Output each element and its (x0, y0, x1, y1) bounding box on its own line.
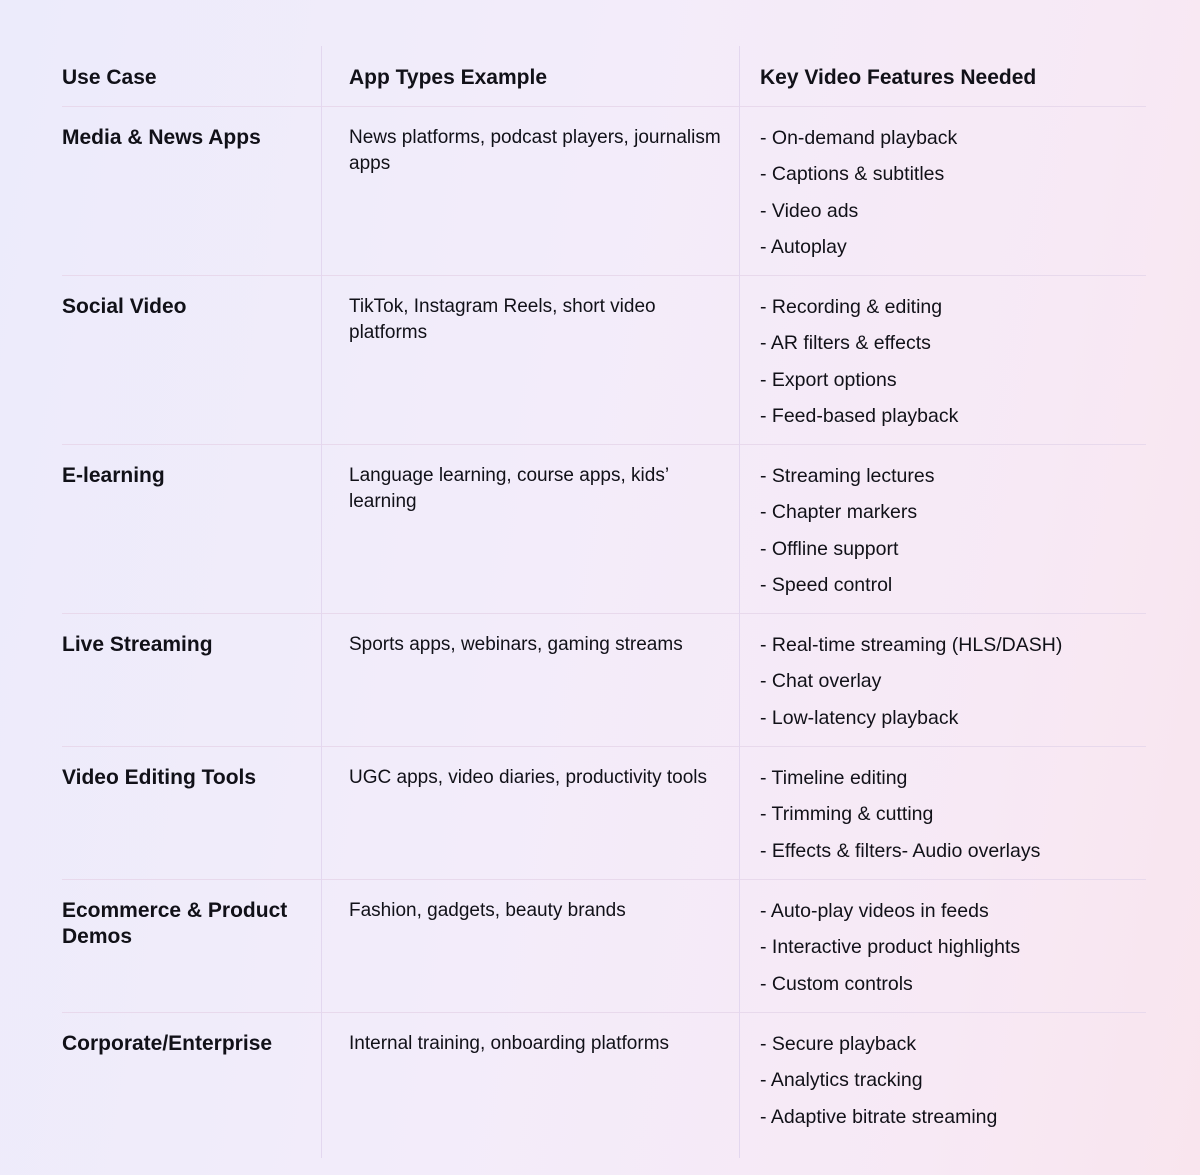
feature-item: - Offline support (760, 537, 899, 560)
features-cell (740, 1013, 1146, 1158)
feature-item: - Speed control (760, 573, 893, 596)
feature-item: - Timeline editing (760, 767, 908, 789)
feature-item: - Captions & subtitles (760, 163, 945, 186)
use-case-table (62, 46, 1146, 1158)
table-row (62, 276, 1146, 445)
app-types-cell: Internal training, onboarding platforms (349, 1033, 670, 1054)
features-cell (740, 880, 1146, 1012)
table-row (62, 107, 1146, 276)
features-cell (740, 614, 1146, 746)
header-features: Key Video Features Needed (760, 66, 1037, 89)
app-types-cell: UGC apps, video diaries, productivity tools (349, 767, 707, 788)
table-row (62, 445, 1146, 614)
feature-item: - On-demand playback (760, 127, 958, 149)
features-cell (740, 445, 1146, 613)
feature-item: - Secure playback (760, 1033, 917, 1055)
feature-item: - Real-time streaming (HLS/DASH) (760, 634, 1063, 656)
feature-item: - Analytics tracking (760, 1069, 923, 1092)
feature-item: - Effects & filters- Audio overlays (760, 839, 1041, 862)
features-cell (740, 747, 1146, 879)
header-use-case: Use Case (62, 66, 157, 89)
feature-item: - Interactive product highlights (760, 936, 1021, 959)
app-types-cell: Language learning, course apps, kids’ learning (349, 465, 669, 512)
feature-item: - Auto-play videos in feeds (760, 900, 989, 922)
feature-item: - Recording & editing (760, 296, 943, 318)
table-row (62, 747, 1146, 880)
table-row (62, 1013, 1146, 1158)
table-row (62, 880, 1146, 1013)
feature-item: - Chapter markers (760, 501, 918, 524)
table-header-row (62, 46, 1146, 107)
use-case-cell: Corporate/Enterprise (62, 1032, 273, 1055)
feature-item: - AR filters & effects (760, 332, 931, 355)
use-case-cell: Social Video (62, 295, 187, 318)
feature-item: - Streaming lectures (760, 465, 935, 487)
use-case-cell: E-learning (62, 464, 165, 487)
feature-item: - Chat overlay (760, 670, 882, 693)
use-case-cell: Live Streaming (62, 633, 213, 656)
use-case-cell: Media & News Apps (62, 126, 261, 149)
app-types-cell: Fashion, gadgets, beauty brands (349, 900, 626, 921)
column-divider (321, 46, 322, 1158)
feature-item: - Custom controls (760, 972, 913, 995)
use-case-cell: Ecommerce & Product Demos (62, 899, 288, 948)
app-types-cell: Sports apps, webinars, gaming streams (349, 634, 683, 655)
use-case-cell: Video Editing Tools (62, 766, 257, 789)
app-types-cell: News platforms, podcast players, journalism apps (349, 127, 721, 174)
features-cell (740, 107, 1146, 275)
feature-item: - Trimming & cutting (760, 803, 934, 826)
feature-item: - Video ads (760, 199, 859, 222)
feature-item: - Autoplay (760, 235, 847, 258)
table-row (62, 614, 1146, 747)
header-app-types: App Types Example (349, 66, 548, 89)
features-cell (740, 276, 1146, 444)
feature-item: - Low-latency playback (760, 706, 959, 729)
feature-item: - Feed-based playback (760, 404, 959, 427)
column-divider (739, 46, 740, 1158)
feature-item: - Adaptive bitrate streaming (760, 1105, 998, 1128)
feature-item: - Export options (760, 368, 897, 391)
app-types-cell: TikTok, Instagram Reels, short video platforms (349, 296, 656, 343)
